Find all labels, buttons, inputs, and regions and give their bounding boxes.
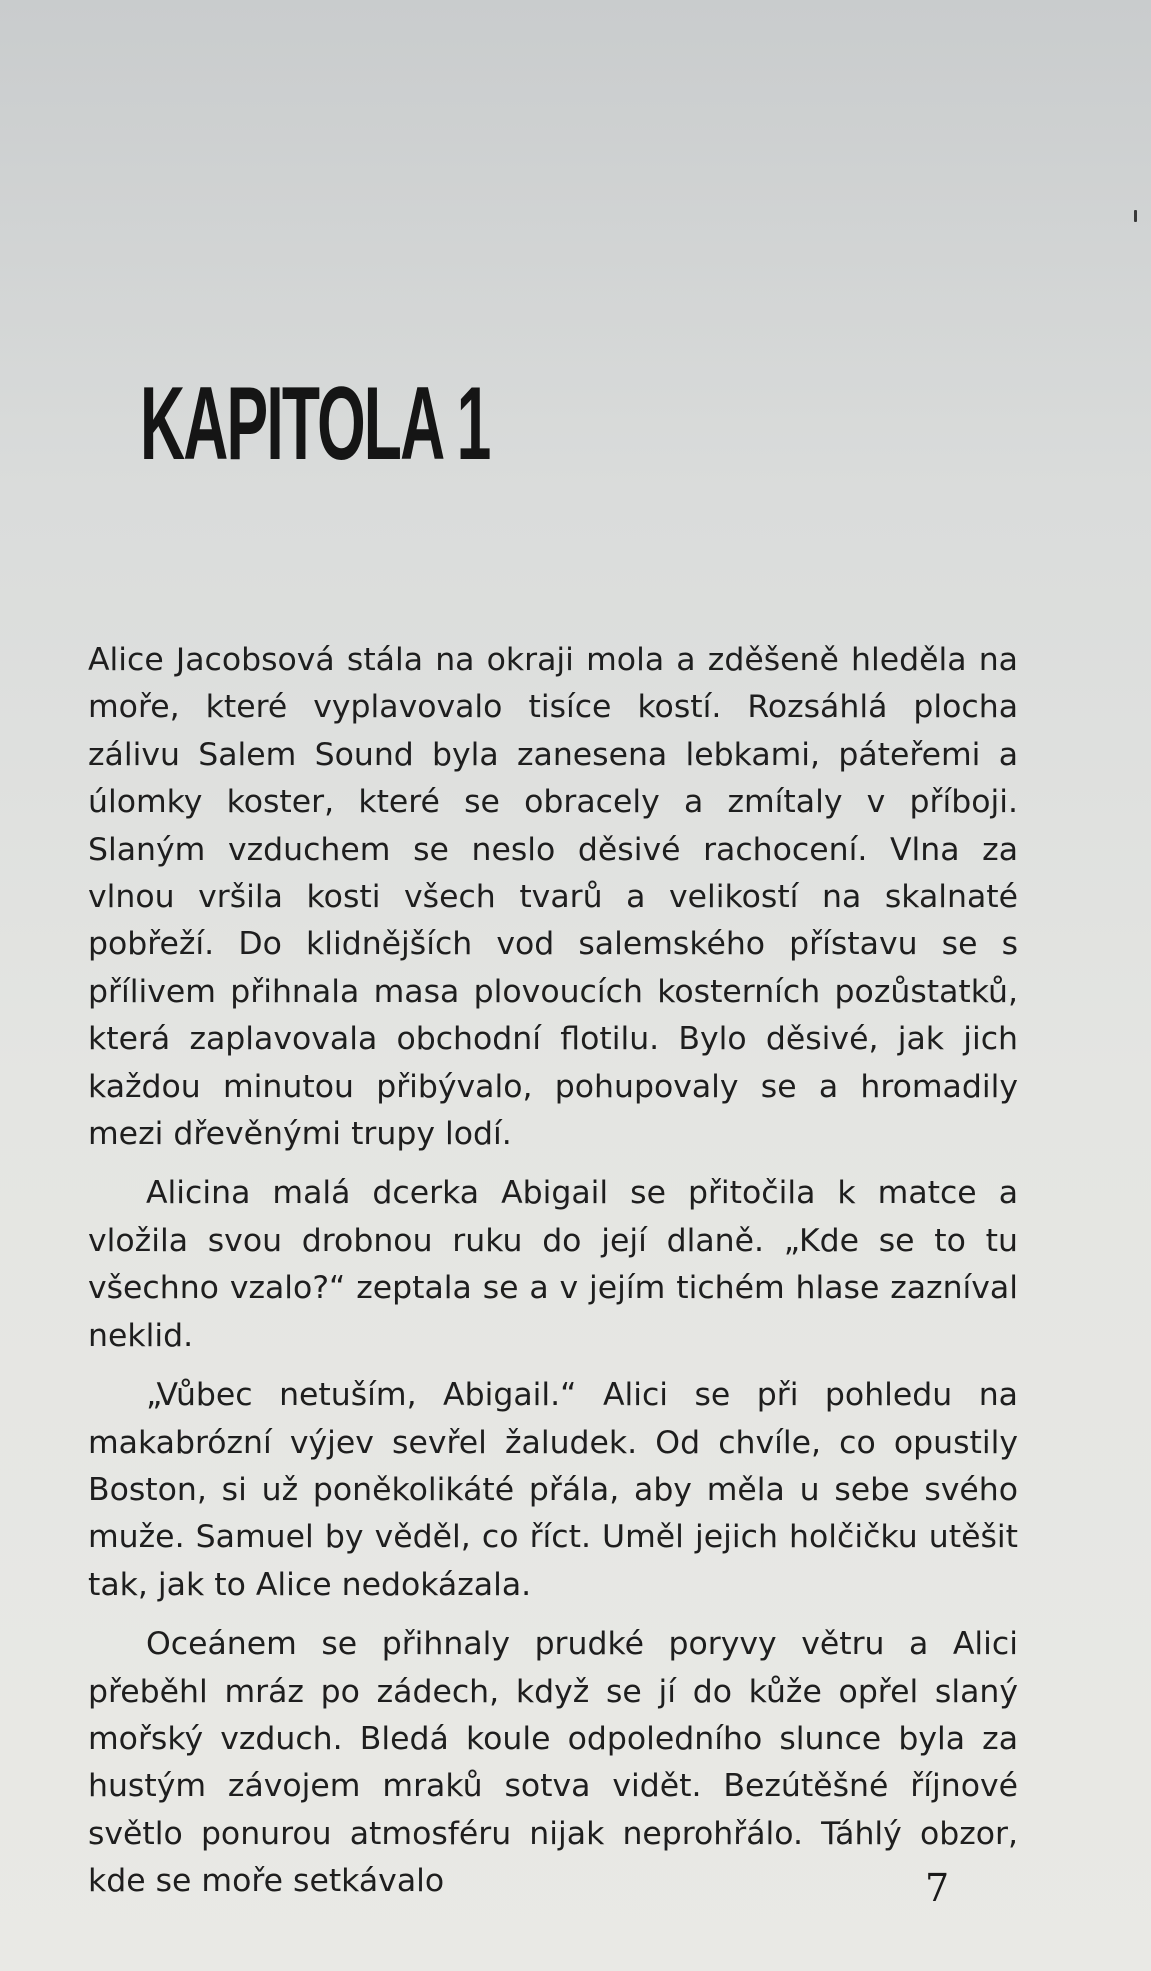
paragraph-4: Oceánem se přihnaly prudké poryvy větru a Alici přeběhl mráz po zádech, když se jí do kůže opřel slaný mořský vzduch. Bledá koule odpoledního slunce byla za hustým závojem mraků sotva vidět. Bezútěšné říjnové světlo ponurou atmosféru nijak neprohřálo. Táhlý obzor, kde se moře setkávalo bbox=[88, 1626, 1018, 1900]
page-number: 7 bbox=[925, 1866, 950, 1910]
paragraph-1: Alice Jacobsová stála na okraji mola a zděšeně hleděla na moře, které vyplavovalo tisíce kostí. Rozsáhlá plocha zálivu Salem Sound byla zanesena lebkami, páteřemi a úlomky koster, které se obracely a zmítaly v příboji. Slaným vzduchem se neslo děsivé rachocení. Vlna za vlnou vršila kosti všech tvarů a velikostí na skalnaté pobřeží. Do klidnějších vod salemského přístavu se s přílivem přihnala masa plovoucích kosterních pozůstatků, která zaplavovala obchodní flotilu. Bylo děsivé, jak jich každou minutou přibývalo, pohupovaly se a hromadily mezi dřevěnými trupy lodí. bbox=[88, 642, 1018, 1153]
paragraph-3: „Vůbec netuším, Abigail.“ Alici se při pohledu na makabrózní výjev sevřel žaludek. Od chvíle, co opustily Boston, si už poněkolikáté přála, aby měla u sebe svého muže. Samuel by věděl, co říct. Uměl jejich holčičku utěšit tak, jak to Alice nedokázala. bbox=[88, 1377, 1018, 1603]
chapter-title: KAPITOLA 1 bbox=[140, 366, 490, 482]
chapter-body bbox=[88, 637, 1018, 1918]
paragraph-2: Alicina malá dcerka Abigail se přitočila k matce a vložila svou drobnou ruku do její dlaně. „Kde se to tu všechno vzalo?“ zeptala se a v jejím tichém hlase zazníval neklid. bbox=[88, 1175, 1018, 1354]
page-edge-mark bbox=[1134, 210, 1137, 222]
